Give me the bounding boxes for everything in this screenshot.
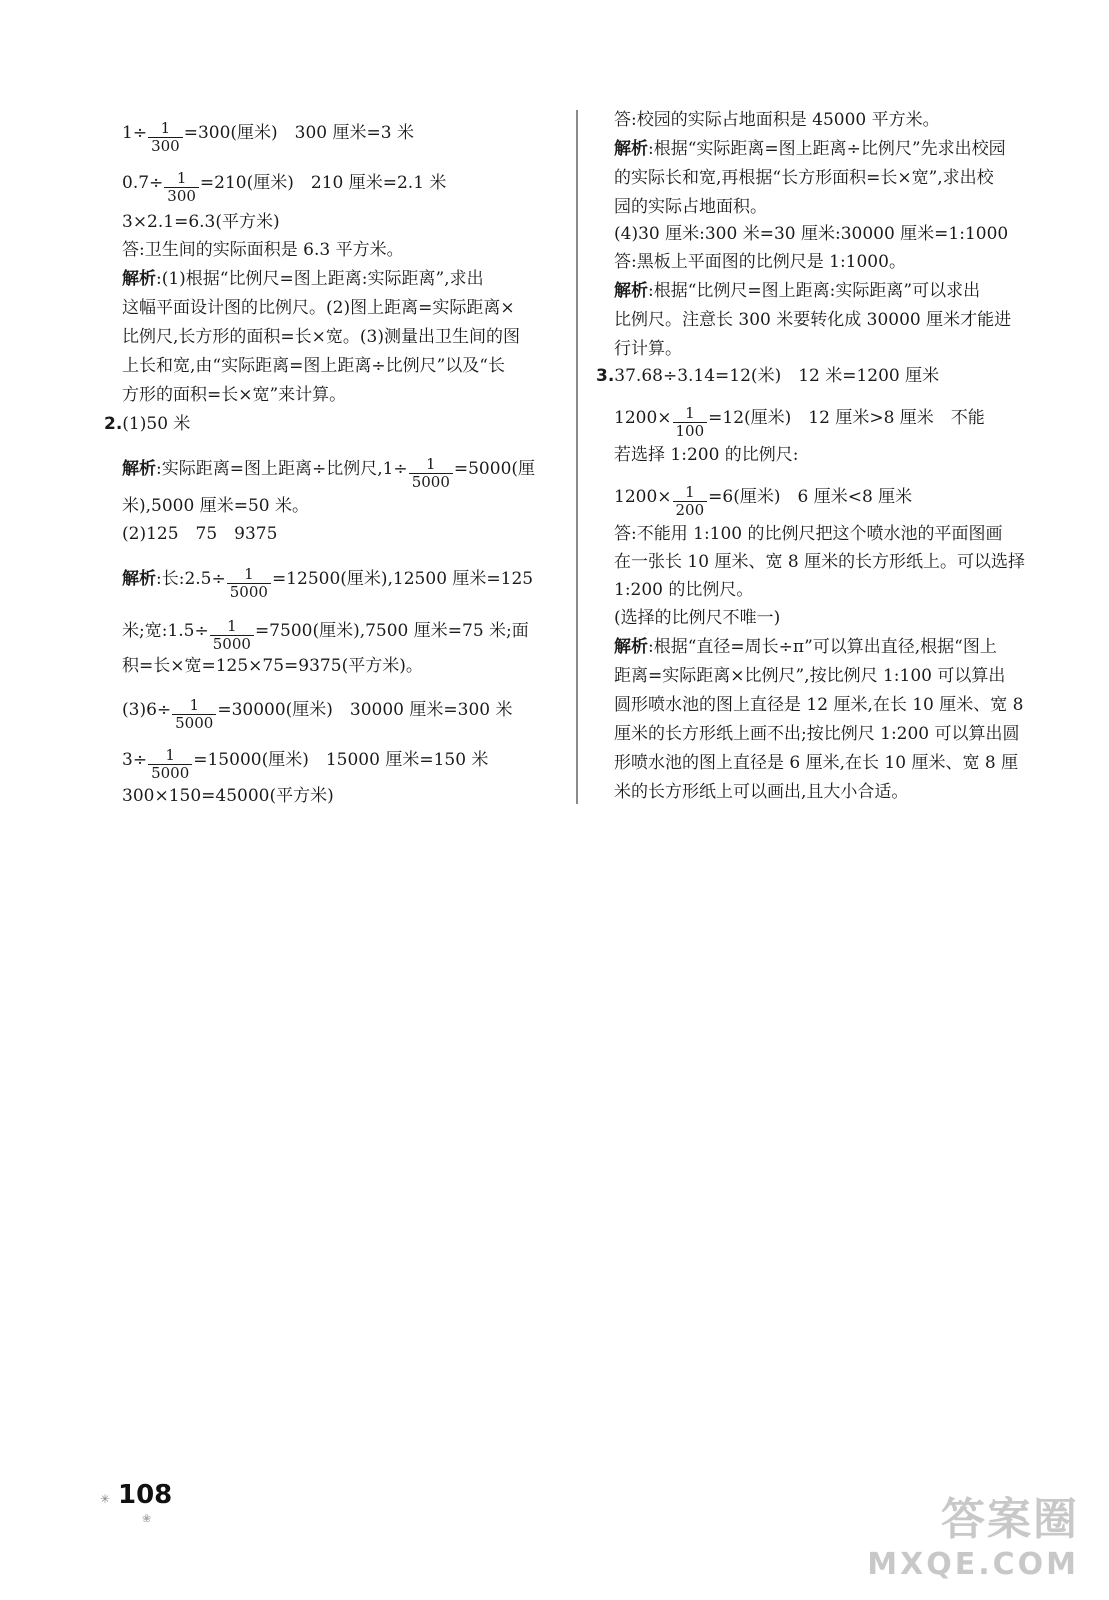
analysis-line: 解析:(1)根据“比例尺=图上距离:实际距离”,求出 (122, 269, 484, 289)
question-3-line: 3.37.68÷3.14=12(米) 12 米=1200 厘米 (596, 366, 940, 386)
analysis-label: 解析 (122, 459, 156, 479)
analysis-line: 圆形喷水池的图上直径是 12 厘米,在长 10 厘米、宽 8 (614, 695, 1024, 715)
analysis-line: 距离=实际距离×比例尺”,按比例尺 1:100 可以算出 (614, 666, 1006, 686)
analysis-line: 解析:根据“比例尺=图上距离:实际距离”可以求出 (614, 281, 981, 301)
analysis-line: 解析:实际距离=图上距离÷比例尺,1÷ $\frac{1}{5000}$ =5000(厘 (122, 455, 536, 491)
calc-line: 1200× $\frac{1}{200}$ =6(厘米) 6 厘米<8 厘米 (614, 483, 913, 519)
analysis-line: 园的实际占地面积。 (614, 197, 767, 217)
analysis-line: 积=长×宽=125×75=9375(平方米)。 (122, 656, 423, 676)
answer-line: 1:200 的比例尺。 (614, 580, 754, 600)
analysis-line: 方形的面积=长×宽”来计算。 (122, 385, 347, 405)
analysis-label: 解析 (122, 569, 156, 589)
fraction: $\frac{1}{5000}$ (409, 456, 453, 491)
fraction: $\frac{1}{5000}$ (210, 618, 254, 653)
analysis-line: 比例尺,长方形的面积=长×宽。(3)测量出卫生间的图 (122, 327, 520, 347)
analysis-line: 解析:长:2.5÷ $\frac{1}{5000}$ =12500(厘米),12500 厘米=125 (122, 565, 534, 601)
calc-line: (3)6÷ $\frac{1}{5000}$ =30000(厘米) 30000 厘米=300 米 (122, 696, 513, 732)
calc-line: 若选择 1:200 的比例尺: (614, 445, 799, 465)
fraction: $\frac{1}{5000}$ (148, 747, 192, 782)
fraction: $\frac{1}{300}$ (148, 120, 183, 155)
answer-line: 在一张长 10 厘米、宽 8 厘米的长方形纸上。可以选择 (614, 552, 1026, 572)
question-number: 2. (104, 414, 123, 434)
fraction: $\frac{1}{5000}$ (172, 697, 216, 732)
answer-line: 答:校园的实际占地面积是 45000 平方米。 (614, 110, 940, 130)
fraction: $\frac{1}{200}$ (673, 484, 708, 519)
page-ornament-icon: ✳ (100, 1492, 111, 1506)
answer-line: 答:不能用 1:100 的比例尺把这个喷水池的平面图画 (614, 524, 1003, 544)
calc-line: 3×2.1=6.3(平方米) (122, 212, 280, 232)
calc-line: (4)30 厘米:300 米=30 厘米:30000 厘米=1:1000 (614, 224, 1009, 244)
watermark-logo-text: 答案圈 (941, 1494, 1079, 1545)
analysis-line: 这幅平面设计图的比例尺。(2)图上距离=实际距离× (122, 298, 515, 318)
analysis-line: 比例尺。注意长 300 米要转化成 30000 厘米才能进 (614, 310, 1012, 330)
analysis-label: 解析 (614, 139, 648, 159)
fraction: $\frac{1}{5000}$ (227, 566, 271, 601)
calc-line: 3÷ $\frac{1}{5000}$ =15000(厘米) 15000 厘米=150 米 (122, 746, 489, 782)
question-number: 3. (596, 366, 615, 386)
page-number: 108 (118, 1480, 173, 1510)
calc-line: 1÷ $\frac{1}{300}$ =300(厘米) 300 厘米=3 米 (122, 119, 414, 155)
analysis-line: 上长和宽,由“实际距离=图上距离÷比例尺”以及“长 (122, 356, 505, 376)
note-line: (选择的比例尺不唯一) (614, 608, 781, 628)
watermark-url: MXQE.COM (867, 1547, 1079, 1582)
analysis-line: 米;宽:1.5÷ $\frac{1}{5000}$ =7500(厘米),7500 厘米=75 米;面 (122, 617, 529, 653)
page-ornament-icon: ❀ (142, 1512, 152, 1525)
fraction: $\frac{1}{100}$ (673, 405, 708, 440)
analysis-line: 行计算。 (614, 339, 682, 359)
column-divider (576, 110, 578, 804)
calc-line: 300×150=45000(平方米) (122, 786, 334, 806)
analysis-label: 解析 (614, 637, 648, 657)
calc-line: 0.7÷ $\frac{1}{300}$ =210(厘米) 210 厘米=2.1 米 (122, 169, 447, 205)
analysis-label: 解析 (122, 269, 156, 289)
analysis-line: 米),5000 厘米=50 米。 (122, 496, 309, 516)
analysis-line: 解析:根据“直径=周长÷π”可以算出直径,根据“图上 (614, 637, 997, 657)
analysis-line: 米的长方形纸上可以画出,且大小合适。 (614, 782, 909, 802)
analysis-line: 厘米的长方形纸上画不出;按比例尺 1:200 可以算出圆 (614, 724, 1020, 744)
question-2-line: 2.(1)50 米 (104, 414, 191, 434)
analysis-line: 解析:根据“实际距离=图上距离÷比例尺”先求出校园 (614, 139, 1006, 159)
answer-line: (2)125 75 9375 (122, 524, 278, 544)
answer-line: 答:黑板上平面图的比例尺是 1:1000。 (614, 252, 906, 272)
answer-line: 答:卫生间的实际面积是 6.3 平方米。 (122, 240, 404, 260)
analysis-line: 的实际长和宽,再根据“长方形面积=长×宽”,求出校 (614, 168, 994, 188)
calc-line: 1200× $\frac{1}{100}$ =12(厘米) 12 厘米>8 厘米 不能 (614, 404, 985, 440)
analysis-line: 形喷水池的图上直径是 6 厘米,在长 10 厘米、宽 8 厘 (614, 753, 1019, 773)
analysis-label: 解析 (614, 281, 648, 301)
fraction: $\frac{1}{300}$ (164, 170, 199, 205)
watermark (867, 1483, 1079, 1582)
